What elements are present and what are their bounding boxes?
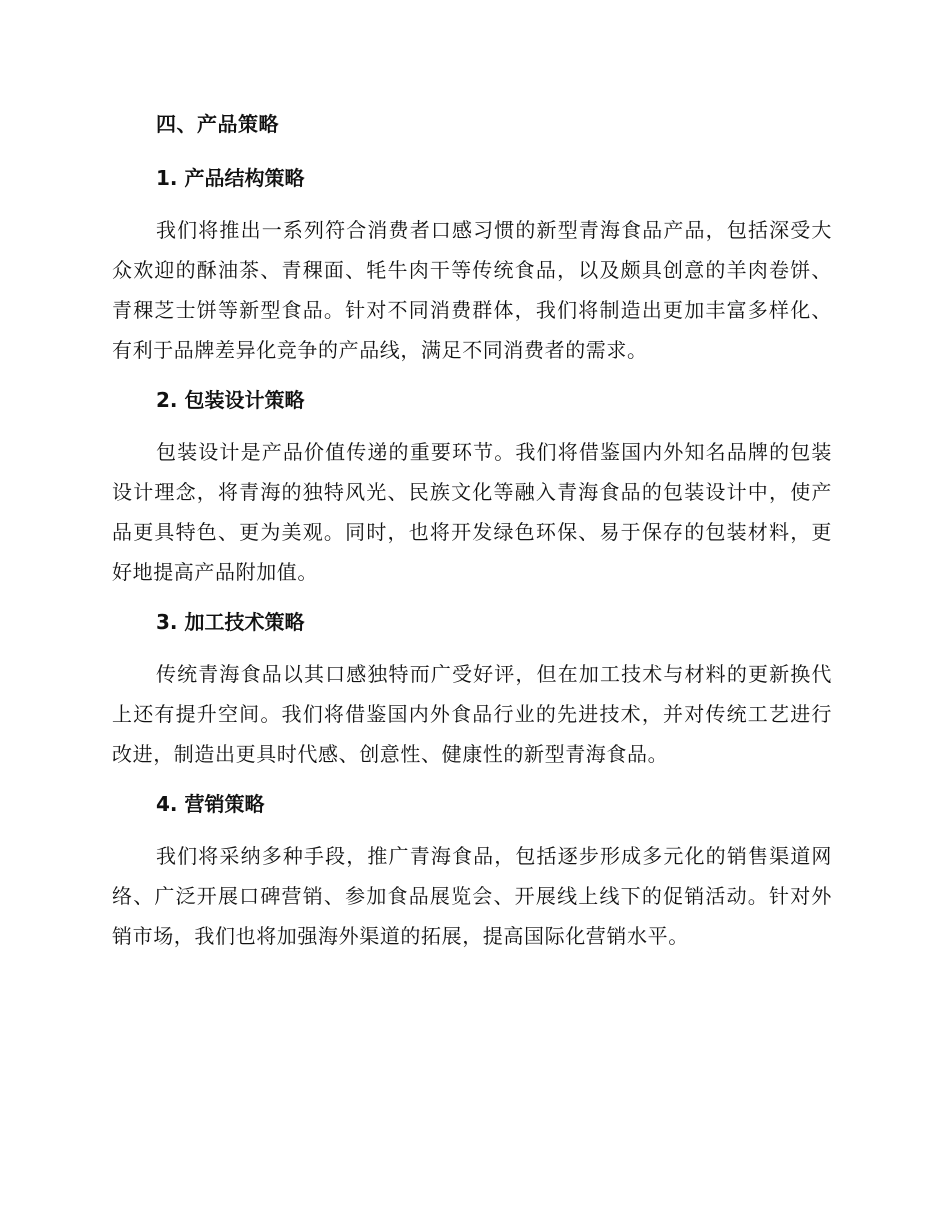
- section-heading: 四、产品策略: [156, 112, 279, 136]
- paragraph-product-structure: 我们将推出一系列符合消费者口感习惯的新型青海食品产品，包括深受大众欢迎的酥油茶、青稞面、牦牛肉干等传统食品，以及颇具创意的羊肉卷饼、青稞芝士饼等新型食品。针对不同消费群体，我们将制造出更加丰富多样化、有利于品牌差异化竞争的产品线，满足不同消费者的需求。: [112, 218, 832, 362]
- subsection-title-product-structure: 1. 产品结构策略: [156, 166, 305, 190]
- subsection-title-marketing: 4. 营销策略: [156, 792, 265, 816]
- paragraph-packaging-design: 包装设计是产品价值传递的重要环节。我们将借鉴国内外知名品牌的包装设计理念，将青海的独特风光、民族文化等融入青海食品的包装设计中，使产品更具特色、更为美观。同时，也将开发绿色环保、易于保存的包装材料，更好地提高产品附加值。: [112, 440, 832, 584]
- subsection-title-packaging-design: 2. 包装设计策略: [156, 388, 305, 412]
- document-content: [112, 108, 832, 970]
- paragraph-marketing: 我们将采纳多种手段，推广青海食品，包括逐步形成多元化的销售渠道网络、广泛开展口碑营销、参加食品展览会、开展线上线下的促销活动。针对外销市场，我们也将加强海外渠道的拓展，提高国际化营销水平。: [112, 844, 832, 948]
- paragraph-processing-technology: 传统青海食品以其口感独特而广受好评，但在加工技术与材料的更新换代上还有提升空间。我们将借鉴国内外食品行业的先进技术，并对传统工艺进行改进，制造出更具时代感、创意性、健康性的新型青海食品。: [112, 662, 832, 766]
- subsection-title-processing-technology: 3. 加工技术策略: [156, 610, 305, 634]
